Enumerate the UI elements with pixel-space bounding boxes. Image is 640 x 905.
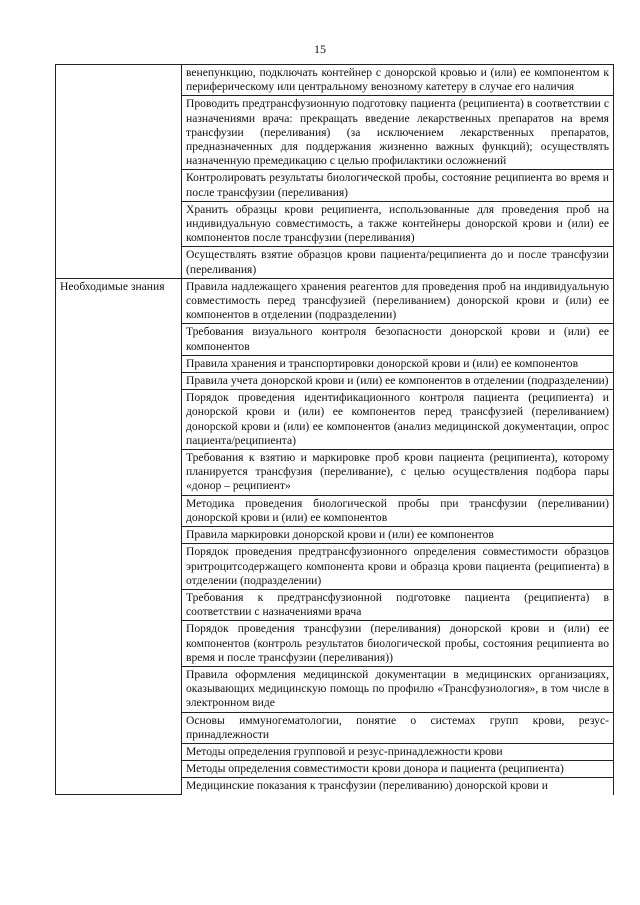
knowledge-item: Порядок проведения предтрансфузионного определения совместимости образцов эритроцитсодержащего компонента крови и образца крови пациента (реципиента) в отделении (подразделении) [182, 544, 614, 590]
knowledge-item: Требования визуального контроля безопасности донорской крови и (или) ее компонентов [182, 324, 614, 355]
skill-item: венепункцию, подключать контейнер с донорской кровью и (или) ее компонентом к периферическому или центральному венозному катетеру в случае его наличия [182, 65, 614, 96]
knowledge-item: Правила учета донорской крови и (или) ее компонентов в отделении (подразделении) [182, 373, 614, 390]
skill-item: Контролировать результаты биологической пробы, состояние реципиента во время и после трансфузии (переливания) [182, 170, 614, 201]
knowledge-item: Методы определения групповой и резус-принадлежности крови [182, 743, 614, 760]
table-row [56, 278, 614, 324]
category-cell-skills-continued [56, 65, 182, 279]
page-number: 15 [314, 42, 326, 56]
knowledge-item: Правила маркировки донорской крови и (или) ее компонентов [182, 527, 614, 544]
knowledge-item: Методы определения совместимости крови донора и пациента (реципиента) [182, 761, 614, 778]
knowledge-item: Медицинские показания к трансфузии (переливанию) донорской крови и [182, 778, 614, 795]
standard-table [55, 64, 614, 795]
knowledge-item: Правила надлежащего хранения реагентов для проведения проб на индивидуальную совместимость перед трансфузией (переливанием) донорской крови и (или) ее компонентов в отделении (подразделении) [182, 278, 614, 324]
knowledge-item: Основы иммуногематологии, понятие о системах групп крови, резус-принадлежности [182, 712, 614, 743]
category-cell-knowledge: Необходимые знания [56, 278, 182, 794]
table-row [56, 65, 614, 96]
knowledge-item: Правила хранения и транспортировки донорской крови и (или) ее компонентов [182, 355, 614, 372]
knowledge-item: Методика проведения биологической пробы при трансфузии (переливании) донорской крови и (или) ее компонентов [182, 495, 614, 526]
page-bottom-margin [0, 832, 640, 905]
skill-item: Хранить образцы крови реципиента, использованные для проведения проб на индивидуальную совместимость, а также контейнеры донорской крови и (или) ее компонентов после трансфузии (переливания) [182, 201, 614, 247]
knowledge-item: Требования к предтрансфузионной подготовке пациента (реципиента) в соответствии с назначениями врача [182, 589, 614, 620]
knowledge-item: Порядок проведения трансфузии (переливания) донорской крови и (или) ее компонентов (контроль результатов биологической пробы, состояния реципиента во время и после трансфузии (переливания)) [182, 621, 614, 667]
knowledge-item: Требования к взятию и маркировке проб крови пациента (реципиента), которому планируется трансфузия (переливание), с целью осуществления подбора пары «донор – реципиент» [182, 450, 614, 496]
skill-item: Осуществлять взятие образцов крови пациента/реципиента до и после трансфузии (переливания) [182, 247, 614, 278]
skill-item: Проводить предтрансфузионную подготовку пациента (реципиента) в соответствии с назначениями врача: прекращать введение лекарственных препаратов на время трансфузии (переливания) (за исключением лекарственных препаратов, предназначенных для поддержания жизненно важных функций); осуществлять назначенную премедикацию с целью профилактики осложнений [182, 96, 614, 170]
knowledge-item: Порядок проведения идентификационного контроля пациента (реципиента) и донорской крови и (или) ее компонентов перед трансфузией (переливанием) донорской крови и (или) ее компонентов (анализ медицинской документации, опрос пациента/реципиента) [182, 390, 614, 450]
knowledge-item: Правила оформления медицинской документации в медицинских организациях, оказывающих медицинскую помощь по профилю «Трансфузиология», в том числе в электронном виде [182, 666, 614, 712]
